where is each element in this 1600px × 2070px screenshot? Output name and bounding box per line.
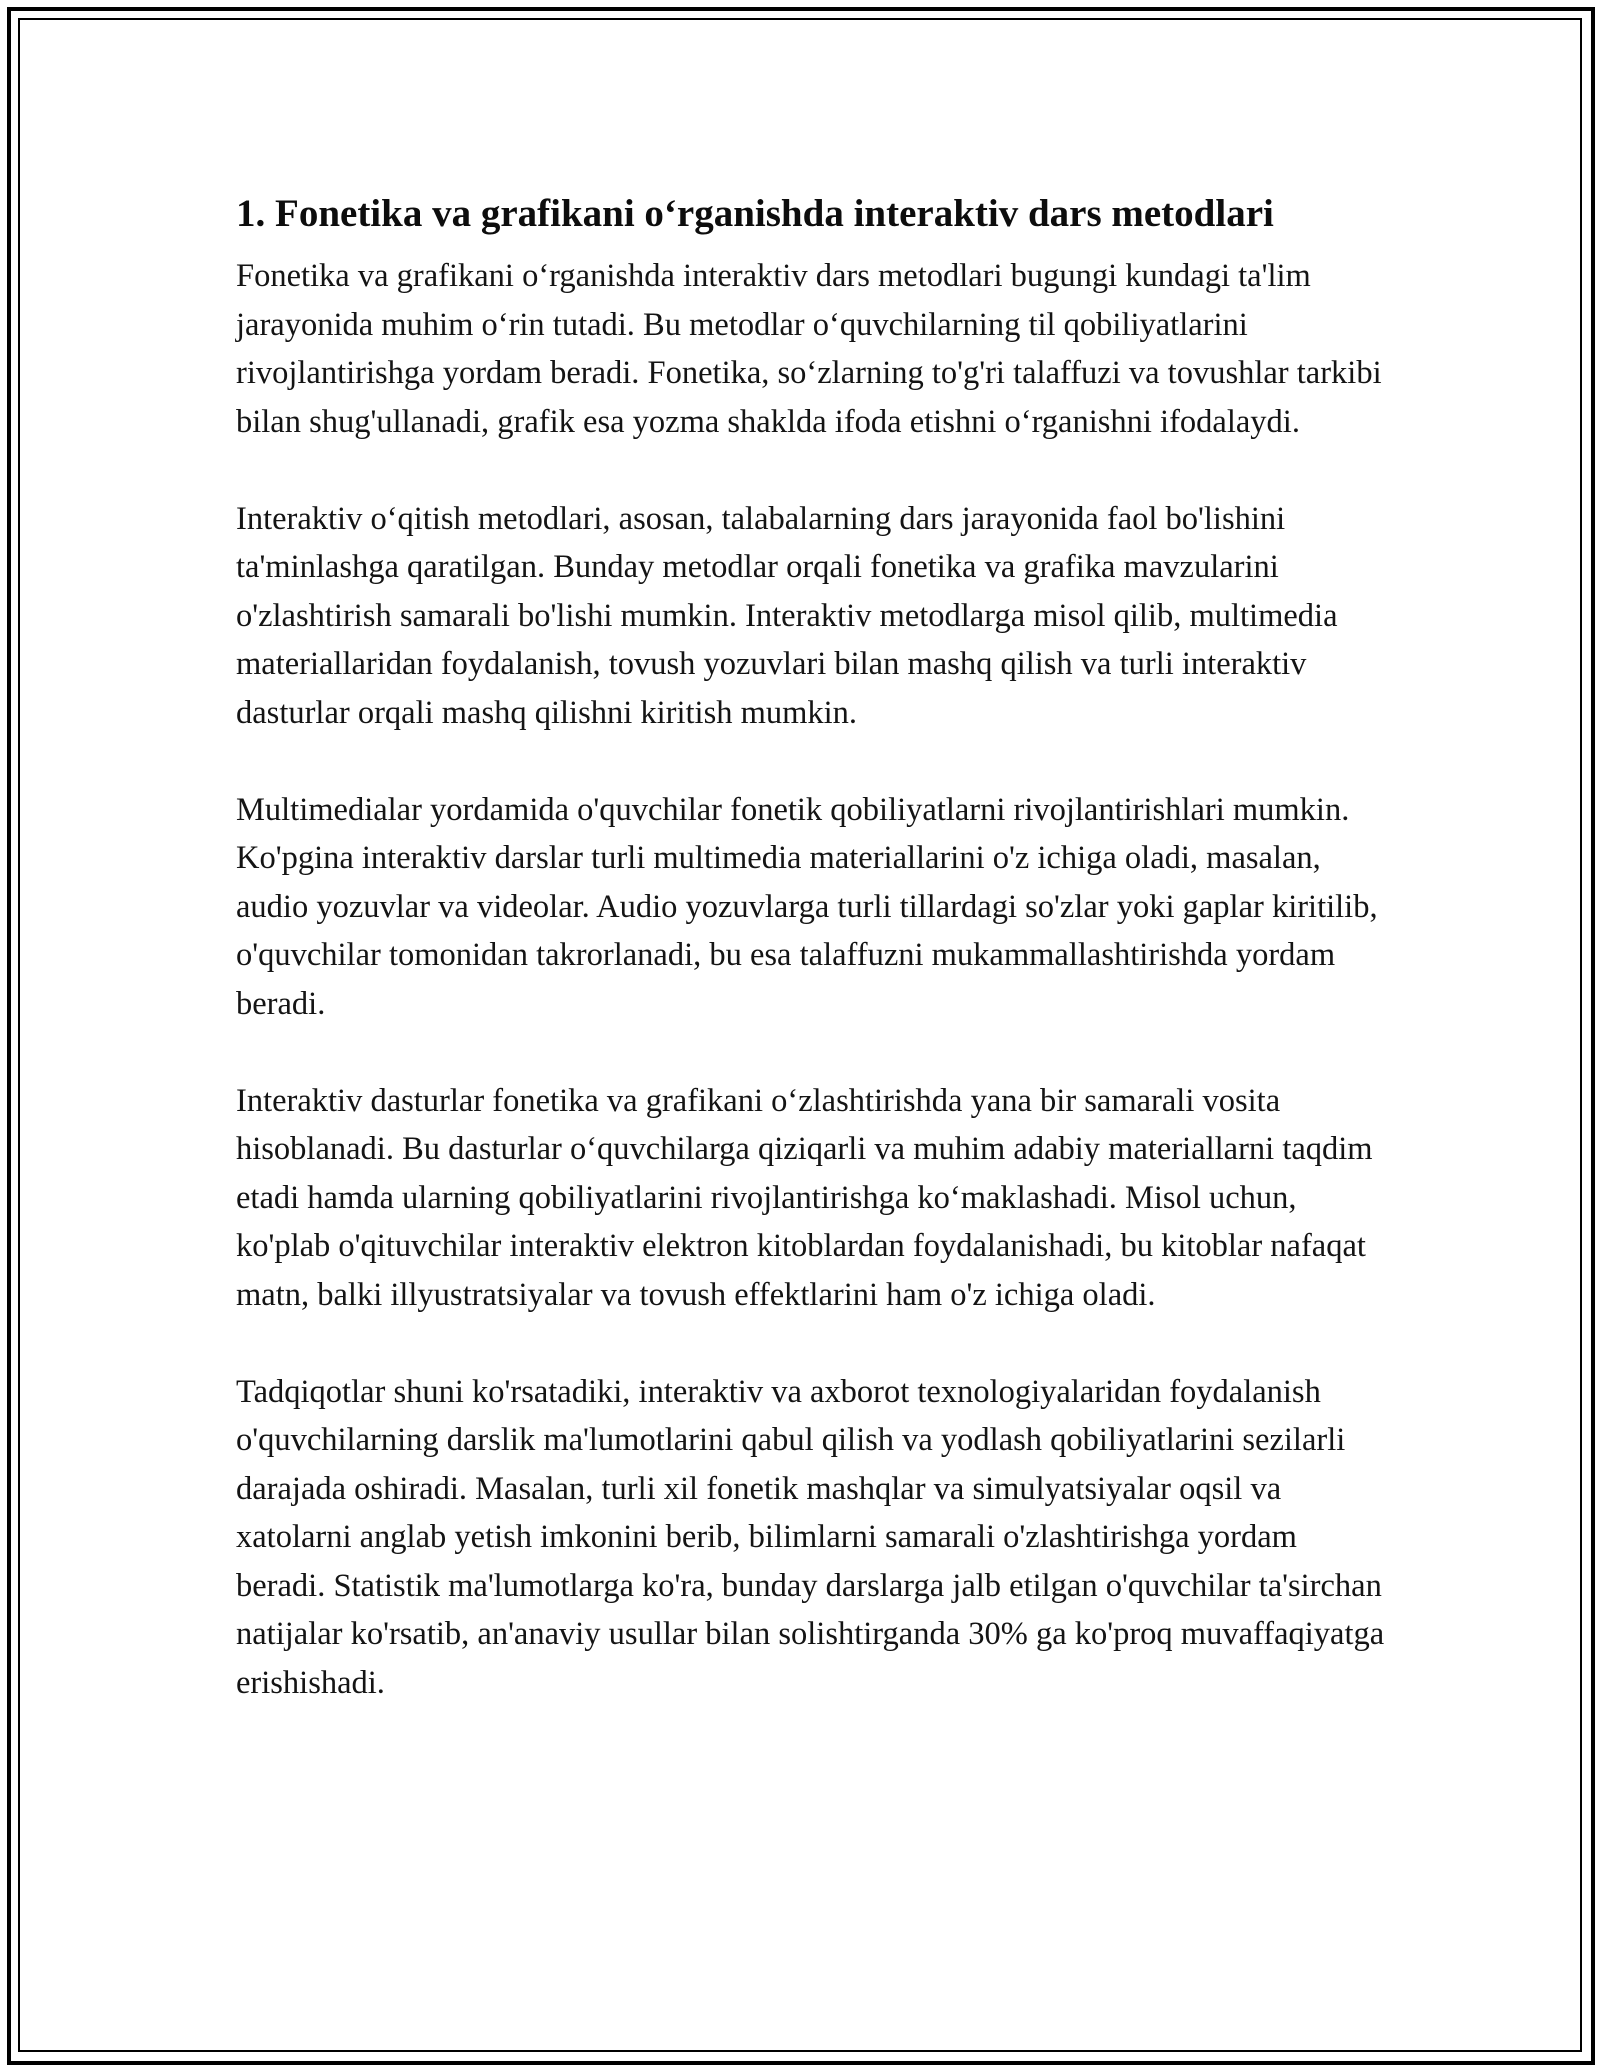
paragraph-5: Tadqiqotlar shuni ko'rsatadiki, interaktiv va axborot texnologiyalaridan foydalanish o'quvchilarning darslik ma'lumotlarini qabul qilish va yodlash qobiliyatlarini sezilarli darajada oshiradi. Masalan, turli xil fonetik mashqlar va simulyatsiyalar oqsil va xatolarni anglab yetish imkonini berib, bilimlarni samarali o'zlashtirishga yordam beradi. Statistik ma'lumotlarga ko'ra, bunday darslarga jalb etilgan o'quvchilar ta'sirchan natijalar ko'rsatib, an'anaviy usullar bilan solishtirganda 30% ga ko'proq muvaffaqiyatga erishishadi.: [236, 1373, 1385, 1701]
document-body: [236, 184, 1386, 1707]
paragraph-1: Fonetika va grafikani o‘rganishda interaktiv dars metodlari bugungi kundagi ta'lim jarayonida muhim o‘rin tutadi. Bu metodlar o‘quvchilarning til qobiliyatlarini rivojlantirishga yordam beradi. Fonetika, so‘zlarning to'g'ri talaffuzi va tovushlar tarkibi bilan shug'ullanadi, grafik esa yozma shaklda ifoda etishni o‘rganishni ifodalaydi.: [236, 258, 1382, 440]
paragraph-4: Interaktiv dasturlar fonetika va grafikani o‘zlashtirishda yana bir samarali vosita hisoblanadi. Bu dasturlar o‘quvchilarga qiziqarli va muhim adabiy materiallarni taqdim etadi hamda ularning qobiliyatlarini rivojlantirishga ko‘maklashadi. Misol uchun, ko'plab o'qituvchilar interaktiv elektron kitoblardan foydalanishadi, bu kitoblar nafaqat matn, balki illyustratsiyalar va tovush effektlarini ham o'z ichiga oladi.: [236, 1082, 1373, 1313]
paragraph-3: Multimedialar yordamida o'quvchilar fonetik qobiliyatlarni rivojlantirishlari mumkin. Ko'pgina interaktiv darslar turli multimedia materiallarini o'z ichiga oladi, masalan, audio yozuvlar va videolar. Audio yozuvlarga turli tillardagi so'zlar yoki gaplar kiritilib, o'quvchilar tomonidan takrorlanadi, bu esa talaffuzni mukammallashtirishda yordam beradi.: [236, 791, 1378, 1022]
section-heading: 1. Fonetika va grafikani o‘rganishda interaktiv dars metodlari: [236, 192, 1274, 235]
paragraph-2: Interaktiv o‘qitish metodlari, asosan, talabalarning dars jarayonida faol bo'lishini ta'minlashga qaratilgan. Bunday metodlar orqali fonetika va grafika mavzularini o'zlashtirish samarali bo'lishi mumkin. Interaktiv metodlarga misol qilib, multimedia materiallaridan foydalanish, tovush yozuvlari bilan mashq qilish va turli interaktiv dasturlar orqali mashq qilishni kiritish mumkin.: [236, 500, 1338, 731]
